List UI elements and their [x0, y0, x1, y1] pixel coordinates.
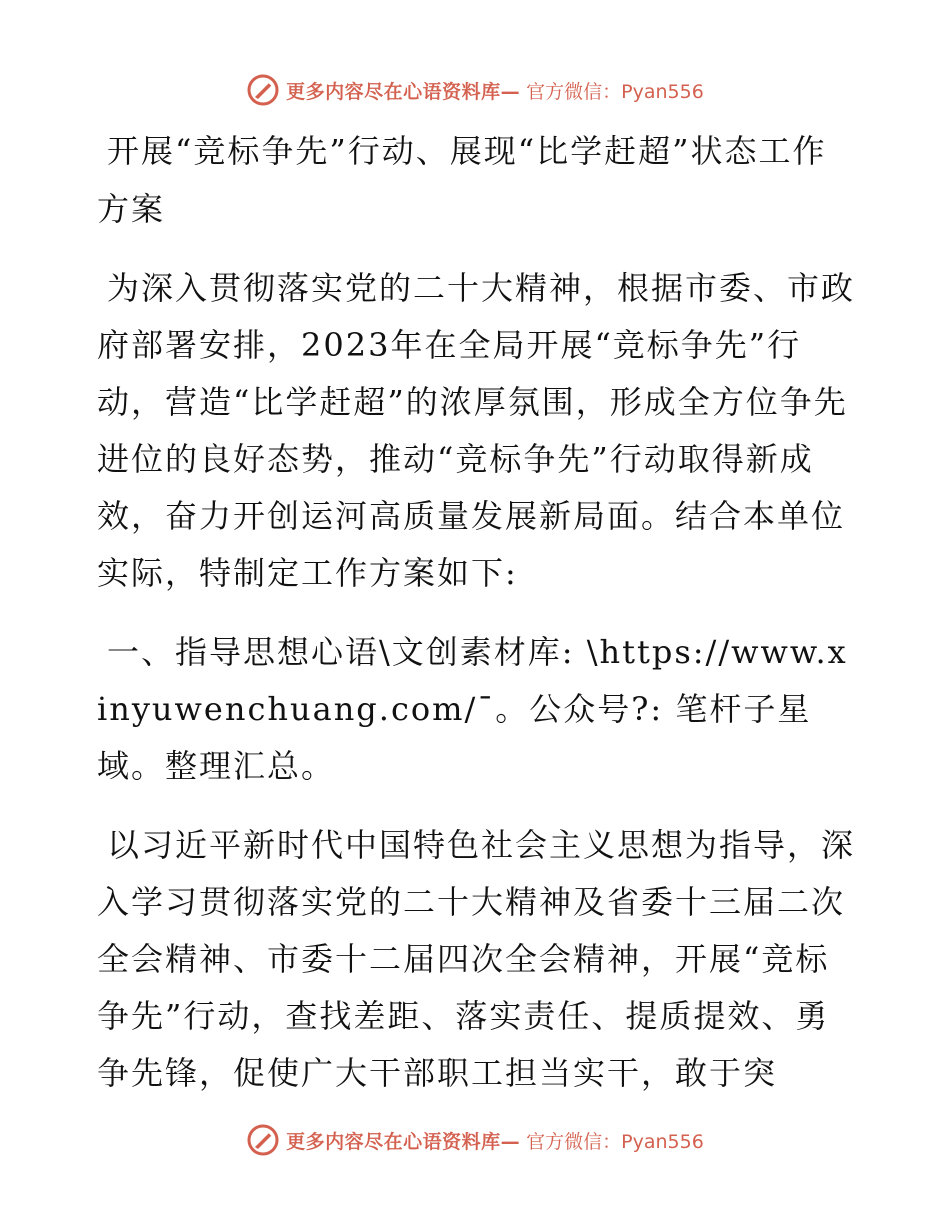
- banner-text: 更多内容尽在心语资料库—: [286, 80, 521, 103]
- paragraph-intro: 为深入贯彻落实党的二十大精神，根据市委、市政府部署安排，2023年在全局开展“竞标争先”行动，营造“比学赶超”的浓厚氛围，形成全方位争先进位的良好态势，推动“竞标争先”行动取得新成效，奋力开创运河高质量发展新局面。结合本单位实际，特制定工作方案如下:: [97, 269, 856, 592]
- banner-text: 更多内容尽在心语资料库—: [286, 1130, 521, 1153]
- header-watermark-banner: [0, 70, 950, 110]
- banner-contact: 官方微信：Pyan556: [526, 1130, 704, 1153]
- paragraph-section-heading: 一、指导思想心语\文创素材库: \https://www.xinyuwenchuang.com/¯。公众号?: 笔杆子星域。整理汇总。: [97, 633, 848, 785]
- document-title: 开展“竞标争先”行动、展现“比学赶超”状态工作方案: [97, 132, 827, 228]
- quill-logo-icon: [246, 73, 280, 107]
- banner-contact: 官方微信：Pyan556: [526, 80, 704, 103]
- document-body: [97, 122, 857, 1102]
- paragraph-guiding-thought: 以习近平新时代中国特色社会主义思想为指导，深入学习贯彻落实党的二十大精神及省委十三届二次全会精神、市委十二届四次全会精神，开展“竞标争先”行动，查找差距、落实责任、提质提效、勇争先锋，促使广大干部职工担当实干，敢于突: [97, 826, 856, 1092]
- quill-logo-icon: [246, 1123, 280, 1157]
- footer-watermark-banner: [0, 1120, 950, 1160]
